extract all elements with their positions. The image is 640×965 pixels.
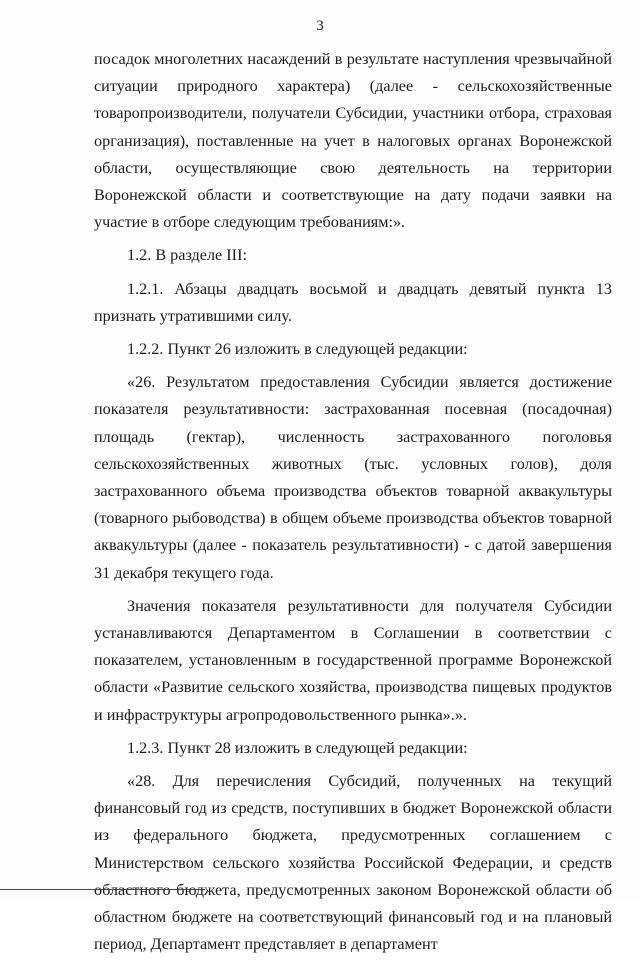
paragraph-1-2-1: 1.2.1. Абзацы двадцать восьмой и двадцать девятый пункта 13 признать утратившими силу. [94,279,612,325]
paragraph-1-2-3-heading: 1.2.3. Пункт 28 изложить в следующей редакции: [127,738,468,757]
paragraph-point-28: «28. Для перечисления Субсидий, полученных на текущий финансовый год из средств, поступивших в бюджет Воронежской области из федерального бюджета, предусмотренных соглашением с Министерством сельского хозяйства Российской Федерации, и средств областного бюджета, предусмотренных законом Воронежской области об областном бюджете на соответствующий финансовый год и на плановый период, Департамент представляет в департамент [94,772,612,954]
footer-divider [0,889,205,890]
paragraph-1-2-2-heading: 1.2.2. Пункт 26 изложить в следующей редакции: [127,340,468,359]
paragraph-section-1-2: 1.2. В разделе III: [127,246,247,265]
page-number: 3 [316,18,324,34]
paragraph-result-values: Значения показателя результативности для получателя Субсидии устанавливаются Департаментом в Соглашении в соответствии с показателем, установленным в государственной программе Воронежской области «Развитие сельского хозяйства, производства пищевых продуктов и инфраструктуры агропродовольственного рынка».». [94,596,612,724]
document-body [94,46,612,965]
paragraph-point-26: «26. Результатом предоставления Субсидии является достижение показателя результативности: застрахованная посевная (посадочная) площадь (гектар), численность застрахованного поголовья сельскохозяйственных животных (тыс. условных голов), доля застрахованного объема производства объектов товарной аквакультуры (товарного рыбоводства) в общем объеме производства объектов товарной аквакультуры (далее - показатель результативности) - с датой завершения 31 декабря текущего года. [94,373,612,582]
paragraph-continuation: посадок многолетних насаждений в результате наступления чрезвычайной ситуации природного характера) (далее - сельскохозяйственные товаропроизводители, получатели Субсидии, участники отбора, страховая организация), поставленные на учет в налоговых органах Воронежской области, осуществляющие свою деятельность на территории Воронежской области и соответствующие на дату подачи заявки на участие в отборе следующим требованиям:». [94,50,612,232]
